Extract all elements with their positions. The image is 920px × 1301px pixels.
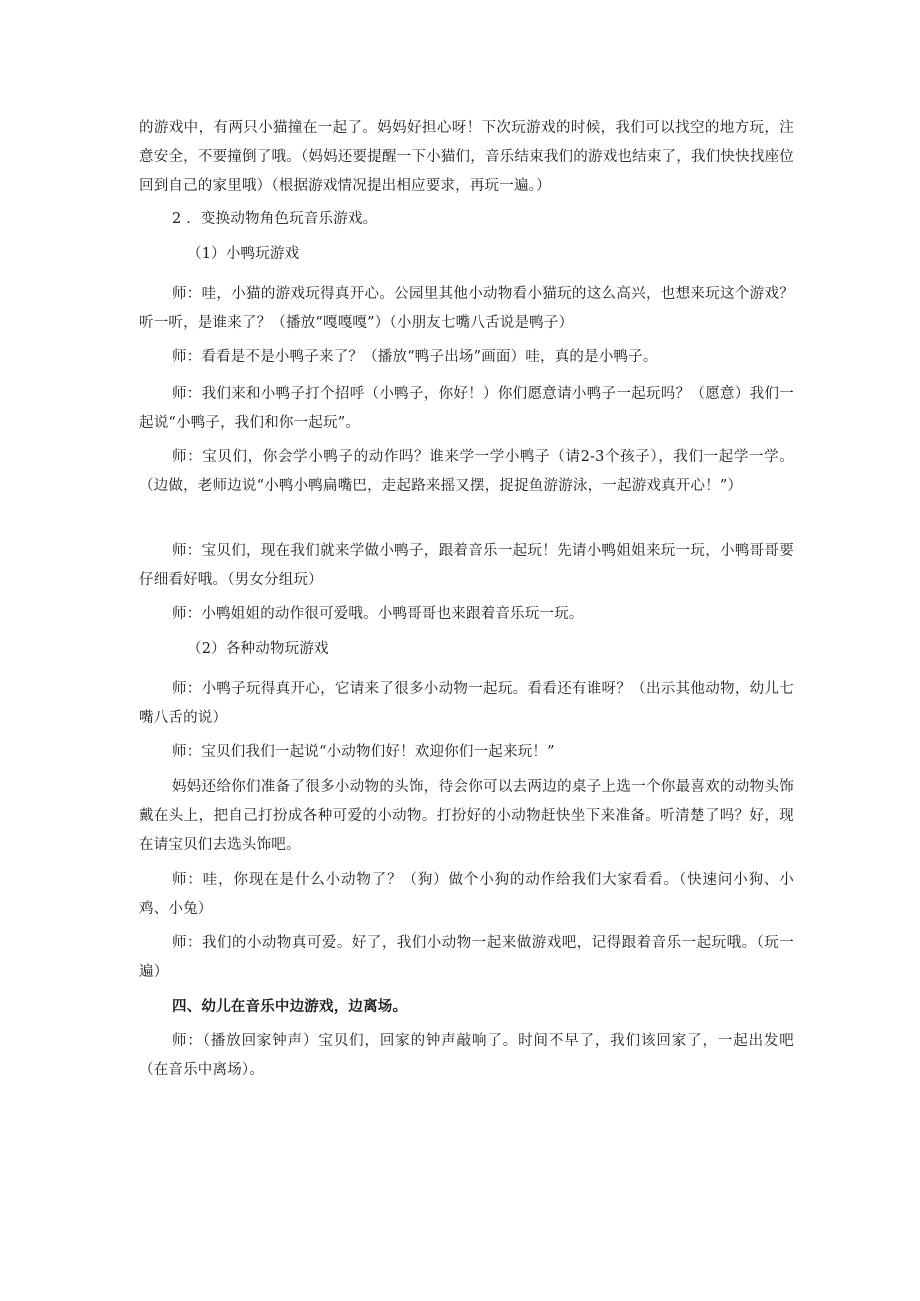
paragraph-duck-brother: 师：小鸭姐姐的动作很可爱哦。小鸭哥哥也来跟着音乐玩一玩。 [172,606,584,622]
paragraph-continuation: 的游戏中，有两只小猫撞在一起了。妈妈好担心呀！下次玩游戏的时候，我们可以找空的地方玩，注意安全，不要撞倒了哦。（妈妈还要提醒一下小猫们，音乐结束我们的游戏也结束了，我们快快找座位回到自己的家里哦）（根据游戏情况提出相应要求，再玩一遍。） [139,120,794,194]
paragraph-welcome-animals: 师：宝贝们我们一起说“小动物们好！欢迎你们一起来玩！” [172,744,555,760]
paragraph-play-with-music: 师：宝贝们，现在我们就来学做小鸭子，跟着音乐一起玩！先请小鸭姐姐来玩一玩，小鸭哥哥要仔细看好哦。（男女分组玩） [139,543,794,588]
section-heading-leave: 四、幼儿在音乐中边游戏，边离场。 [172,998,408,1015]
paragraph-which-animal: 师：哇，你现在是什么小动物了？（狗）做个小狗的动作给我们大家看看。（快速问小狗、小鸡、小兔） [139,872,794,917]
paragraph-duck-actions: 师：宝贝们，你会学小鸭子的动作吗？谁来学一学小鸭子（请2-3个孩子），我们一起学一学。（边做，老师边说“小鸭小鸭扁嘴巴，走起路来摇又摆，捉捉鱼游游泳，一起游戏真开心！”） [139,449,794,494]
paragraph-duck-intro: 师：哇，小猫的游戏玩得真开心。公园里其他小动物看小猫玩的这么高兴，也想来玩这个游戏？听一听，是谁来了？（播放“嘎嘎嘎”）（小朋友七嘴八舌说是鸭子） [139,286,794,331]
paragraph-play-together: 师：我们的小动物真可爱。好了，我们小动物一起来做游戏吧，记得跟着音乐一起玩哦。（玩一遍） [139,935,794,980]
section-title-change-roles: 2 ．变换动物角色玩音乐游戏。 [172,211,378,227]
subsection-animals-game: （2）各种动物玩游戏 [187,641,329,657]
paragraph-greet-duck: 师：我们来和小鸭子打个招呼（小鸭子，你好！）你们愿意请小鸭子一起玩吗？（愿意）我们一起说“小鸭子，我们和你一起玩”。 [139,386,794,431]
paragraph-headwear: 妈妈还给你们准备了很多小动物的头饰，待会你可以去两边的桌子上选一个你最喜欢的动物头饰戴在头上，把自己打扮成各种可爱的小动物。打扮好的小动物赶快坐下来准备。听清楚了吗？好，现在请宝贝们去选头饰吧。 [139,779,794,853]
paragraph-more-animals: 师：小鸭子玩得真开心，它请来了很多小动物一起玩。看看还有谁呀？（出示其他动物，幼儿七嘴八舌的说） [139,681,794,726]
paragraph-duck-appears: 师：看看是不是小鸭子来了？（播放“鸭子出场”画面）哇，真的是小鸭子。 [172,349,658,365]
subsection-duck-game: （1）小鸭玩游戏 [187,246,300,262]
paragraph-go-home: 师：（播放回家钟声）宝贝们，回家的钟声敲响了。时间不早了，我们该回家了，一起出发吧（在音乐中离场）。 [139,1033,794,1078]
